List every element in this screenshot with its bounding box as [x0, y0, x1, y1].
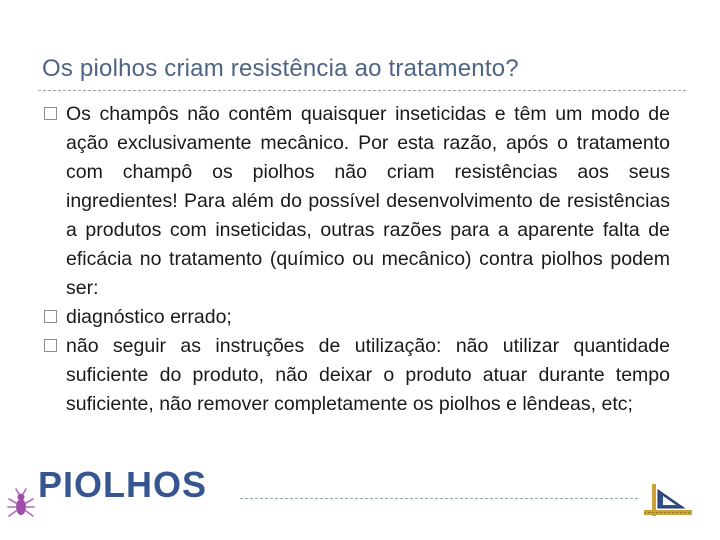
bullet-box-icon	[44, 107, 57, 120]
bullet-text: diagnóstico errado;	[66, 306, 232, 328]
set-square-ruler-icon	[642, 482, 694, 518]
title-divider	[38, 90, 686, 91]
louse-icon	[4, 488, 38, 522]
bottom-divider	[240, 498, 638, 499]
bullet-box-icon	[44, 310, 57, 323]
bullet-item	[44, 303, 670, 332]
slide-body	[44, 100, 670, 419]
slide-title: Os piolhos criam resistência ao tratamento?	[42, 55, 519, 82]
bullet-box-icon	[44, 339, 57, 352]
bullet-item	[44, 332, 670, 419]
piolhos-logo-text: PIOLHOS	[38, 464, 208, 505]
bullet-item	[44, 100, 670, 303]
bullet-text: Os champôs não contêm quaisquer inseticidas e têm um modo de ação exclusivamente mecânico. Por esta razão, após o tratamento com champô os piolhos não criam resistências aos seus ingredientes! Para além do possível desenvolvimento de resistências a produtos com inseticidas, outras razões para a aparente falta de eficácia no tratamento (químico ou mecânico) contra piolhos podem ser:	[66, 103, 670, 299]
bullet-text: não seguir as instruções de utilização: não utilizar quantidade suficiente do produto, não deixar o produto atuar durante tempo suficiente, não remover completamente os piolhos e lêndeas, etc;	[66, 335, 670, 415]
